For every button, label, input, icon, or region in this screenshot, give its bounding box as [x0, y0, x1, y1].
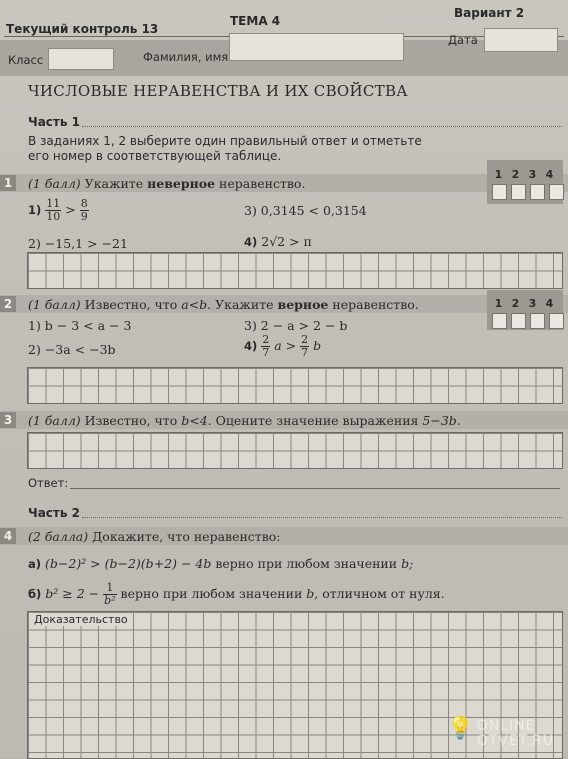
task2-o4-n2: 2: [301, 333, 309, 346]
task2-o4-a: a >: [274, 338, 297, 353]
part1-label: Часть 1: [28, 115, 80, 129]
class-label: Класс: [8, 53, 44, 67]
task3-cond: b<4: [181, 413, 208, 428]
class-field[interactable]: [48, 48, 114, 70]
task1-o1-den2: 9: [80, 210, 88, 223]
task3-points: (1 балл): [28, 413, 81, 428]
task2-text-a: Известно, что: [84, 297, 178, 312]
ans1-label-3: 3: [528, 168, 537, 181]
task3-text: [28, 413, 461, 428]
task1-text-a: Укажите: [84, 176, 144, 191]
watermark-line-1: ONLINE: [476, 718, 536, 734]
task1-option-1: [28, 198, 89, 223]
task4-points: (2 балла): [28, 529, 89, 544]
control-label: Текущий контроль 13: [6, 22, 159, 36]
task2-o4-label: 4): [244, 339, 258, 353]
task1-answer-grid: [490, 163, 566, 204]
task4-a-label: а): [28, 557, 42, 571]
instruction-line-2: его номер в соответствующей таблице.: [28, 149, 282, 163]
task4-b-expr: b² ≥ 2 −: [45, 586, 100, 601]
task4-item-a: [28, 556, 413, 571]
ans1-label-4: 4: [545, 168, 554, 181]
task4-b-num: 1: [103, 582, 116, 595]
task4-a-tail: верно при любом значении: [215, 556, 398, 571]
task1-o4-label: 4): [244, 235, 258, 249]
ans2-label-3: 3: [528, 297, 537, 310]
watermark: [446, 716, 554, 749]
part2-label: Часть 2: [28, 506, 80, 520]
instruction-line-1: В заданиях 1, 2 выберите один правильный ответ и отметьте: [28, 134, 422, 148]
task3-text-a: Известно, что: [84, 413, 178, 428]
ans1-box-4[interactable]: [549, 184, 564, 200]
name-field[interactable]: [229, 33, 404, 61]
task4-number: 4: [0, 528, 16, 544]
task1-o1-den1: 10: [46, 210, 61, 223]
task1-number: 1: [0, 175, 16, 191]
task1-option-3: 3) 0,3145 < 0,3154: [244, 203, 367, 218]
task4-a-var: b;: [401, 556, 414, 571]
task2-cond: a<b: [181, 297, 208, 312]
task4-item-b: [28, 582, 445, 607]
task2-points: (1 балл): [28, 297, 81, 312]
ans2-box-2[interactable]: [511, 313, 526, 329]
ans2-box-4[interactable]: [549, 313, 564, 329]
task3-text-c: .: [456, 413, 461, 428]
ans2-label-4: 4: [545, 297, 554, 310]
task4-a-expr: (b−2)² > (b−2)(b+2) − 4b: [45, 556, 212, 571]
watermark-line-2: OTVET.RU: [476, 733, 554, 749]
task1-text-b: неравенство.: [219, 176, 306, 191]
task1-o1-sign: >: [65, 202, 76, 217]
task4-text: [28, 529, 281, 544]
task2-option-3: 3) 2 − a > 2 − b: [244, 318, 348, 333]
task3-answer-line[interactable]: [70, 488, 560, 489]
task1-o4-expr: 2√2 > π: [261, 234, 312, 249]
proof-label: Доказательство: [31, 613, 131, 626]
task1-o1-label: 1): [28, 203, 42, 217]
ans1-box-1[interactable]: [492, 184, 507, 200]
task4-b-tail: верно при любом значении: [120, 586, 303, 601]
name-label: Фамилия, имя: [143, 50, 229, 64]
task1-points: (1 балл): [28, 176, 81, 191]
task2-text: [28, 297, 419, 312]
part2-rule: [82, 517, 562, 518]
task2-option-4: [244, 334, 321, 359]
task4-b-den: b²: [104, 594, 116, 607]
task2-text-bold: верное: [277, 297, 329, 312]
task1-o1-num1: 11: [46, 197, 61, 210]
task3-work-grid[interactable]: [27, 432, 563, 469]
task1-option-2: 2) −15,1 > −21: [28, 236, 128, 251]
task4-b-label: б): [28, 587, 42, 601]
task3-number: 3: [0, 412, 16, 428]
ans1-box-2[interactable]: [511, 184, 526, 200]
ans1-label-1: 1: [494, 168, 503, 181]
task3-text-b: . Оцените значение выражения: [207, 413, 419, 428]
task2-work-grid[interactable]: [27, 367, 563, 404]
task4-b-var: b,: [306, 586, 319, 601]
date-field[interactable]: [484, 28, 558, 52]
task3-expr: 5−3b: [422, 413, 457, 428]
task1-text: [28, 176, 305, 191]
task2-text-b: . Укажите: [207, 297, 274, 312]
date-label: Дата: [448, 33, 478, 47]
task2-option-2: 2) −3a < −3b: [28, 342, 116, 357]
task4-b-tail2: отличном от нуля.: [322, 586, 445, 601]
variant-label: Вариант 2: [454, 6, 525, 20]
task2-number: 2: [0, 296, 16, 312]
ans2-label-1: 1: [494, 297, 503, 310]
task2-o4-b: b: [313, 338, 322, 353]
task1-text-bold: неверное: [147, 176, 216, 191]
ans2-label-2: 2: [511, 297, 520, 310]
ans1-box-3[interactable]: [530, 184, 545, 200]
task1-option-4: [244, 234, 312, 249]
task2-o4-d1: 7: [262, 346, 270, 359]
task2-o4-n1: 2: [262, 333, 270, 346]
task2-o4-d2: 7: [301, 346, 309, 359]
page-title: ЧИСЛОВЫЕ НЕРАВЕНСТВА И ИХ СВОЙСТВА: [28, 82, 408, 100]
task2-option-1: 1) b − 3 < a − 3: [28, 318, 132, 333]
ans2-box-1[interactable]: [492, 313, 507, 329]
task4-text-main: Докажите, что неравенство:: [92, 529, 281, 544]
task1-o1-num2: 8: [80, 197, 88, 210]
task2-text-c: неравенство.: [332, 297, 419, 312]
ans1-label-2: 2: [511, 168, 520, 181]
task1-work-grid[interactable]: [27, 252, 563, 289]
task3-answer-label: Ответ:: [28, 476, 69, 490]
part1-rule: [82, 126, 562, 127]
ans2-box-3[interactable]: [530, 313, 545, 329]
theme-label: ТЕМА 4: [230, 14, 281, 28]
bulb-icon: 💡: [446, 716, 476, 741]
task2-answer-grid: [490, 292, 566, 333]
